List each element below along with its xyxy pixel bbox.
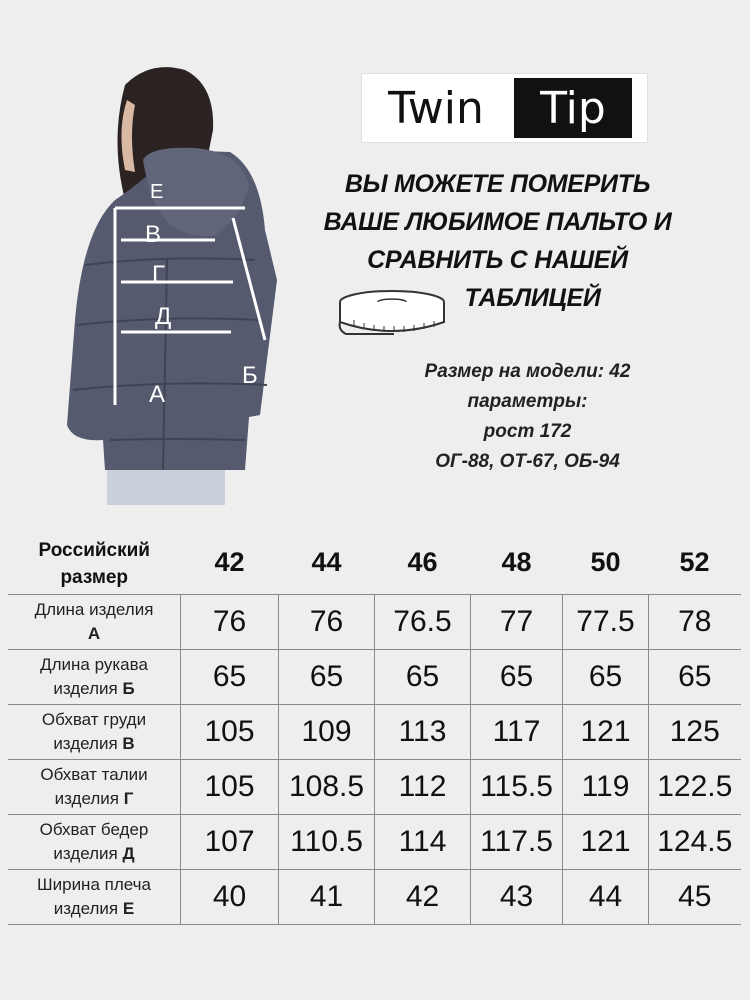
table-cell: 121 xyxy=(563,815,649,870)
table-cell: 115.5 xyxy=(471,760,563,815)
logo-left-word: Twin xyxy=(388,82,484,134)
row-label: Ширина плеча изделия Е xyxy=(8,870,181,925)
table-cell: 65 xyxy=(649,650,741,705)
size-header: 46 xyxy=(407,546,438,577)
size-header: 42 xyxy=(214,546,245,577)
table-cell: 113 xyxy=(375,705,471,760)
model-size: Размер на модели: 42 xyxy=(424,361,631,382)
brand-logo xyxy=(362,74,647,142)
measuring-tape-icon xyxy=(334,288,446,340)
table-row xyxy=(8,705,741,760)
table-row xyxy=(8,815,741,870)
row-label: Длина изделия А xyxy=(8,595,181,650)
headline-line: ВЫ МОЖЕТЕ ПОМЕРИТЬ xyxy=(344,170,651,198)
table-cell: 105 xyxy=(181,760,279,815)
row-label: Обхват груди изделия В xyxy=(8,705,181,760)
table-cell: 65 xyxy=(181,650,279,705)
table-cell: 110.5 xyxy=(279,815,375,870)
logo-right-word: Tip xyxy=(514,78,632,138)
size-table xyxy=(8,530,741,925)
table-header-row xyxy=(8,530,741,595)
table-row xyxy=(8,650,741,705)
table-cell: 40 xyxy=(181,870,279,925)
table-cell: 43 xyxy=(471,870,563,925)
row-label: Длина рукава изделия Б xyxy=(8,650,181,705)
marker-d: Д xyxy=(155,303,172,330)
table-cell: 77 xyxy=(471,595,563,650)
table-cell: 125 xyxy=(649,705,741,760)
marker-b: Б xyxy=(242,362,258,389)
corner-header: Российский размер xyxy=(38,540,150,588)
table-cell: 105 xyxy=(181,705,279,760)
size-header: 44 xyxy=(311,546,342,577)
table-cell: 65 xyxy=(563,650,649,705)
table-cell: 44 xyxy=(563,870,649,925)
table-cell: 119 xyxy=(563,760,649,815)
table-cell: 76 xyxy=(279,595,375,650)
model-measurements: ОГ-88, ОТ-67, ОБ-94 xyxy=(435,451,620,472)
table-cell: 121 xyxy=(563,705,649,760)
marker-e: Е xyxy=(150,181,164,203)
table-cell: 117 xyxy=(471,705,563,760)
table-cell: 107 xyxy=(181,815,279,870)
marker-a: А xyxy=(149,381,166,408)
table-cell: 114 xyxy=(375,815,471,870)
table-cell: 112 xyxy=(375,760,471,815)
table-cell: 42 xyxy=(375,870,471,925)
table-cell: 117.5 xyxy=(471,815,563,870)
table-cell: 124.5 xyxy=(649,815,741,870)
marker-g: Г xyxy=(152,261,165,288)
table-cell: 108.5 xyxy=(279,760,375,815)
size-header: 50 xyxy=(590,546,621,577)
size-header: 52 xyxy=(679,546,710,577)
row-label: Обхват талии изделия Г xyxy=(8,760,181,815)
table-cell: 77.5 xyxy=(563,595,649,650)
table-cell: 65 xyxy=(471,650,563,705)
model-info xyxy=(340,357,715,477)
table-cell: 109 xyxy=(279,705,375,760)
headline-line: ТАБЛИЦЕЙ xyxy=(464,284,601,312)
table-cell: 65 xyxy=(375,650,471,705)
table-row xyxy=(8,595,741,650)
table-cell: 76 xyxy=(181,595,279,650)
table-cell: 76.5 xyxy=(375,595,471,650)
table-cell: 122.5 xyxy=(649,760,741,815)
model-params-title: параметры: xyxy=(467,391,588,412)
table-cell: 65 xyxy=(279,650,375,705)
headline-line: ВАШЕ ЛЮБИМОЕ ПАЛЬТО И xyxy=(323,208,672,236)
table-row xyxy=(8,760,741,815)
size-header: 48 xyxy=(501,546,532,577)
table-cell: 41 xyxy=(279,870,375,925)
table-cell: 78 xyxy=(649,595,741,650)
table-cell: 45 xyxy=(649,870,741,925)
model-height: рост 172 xyxy=(483,421,572,442)
headline-line: СРАВНИТЬ С НАШЕЙ xyxy=(367,246,628,274)
table-row xyxy=(8,870,741,925)
model-photo xyxy=(55,60,285,505)
marker-v: В xyxy=(145,221,162,248)
row-label: Обхват бедер изделия Д xyxy=(8,815,181,870)
